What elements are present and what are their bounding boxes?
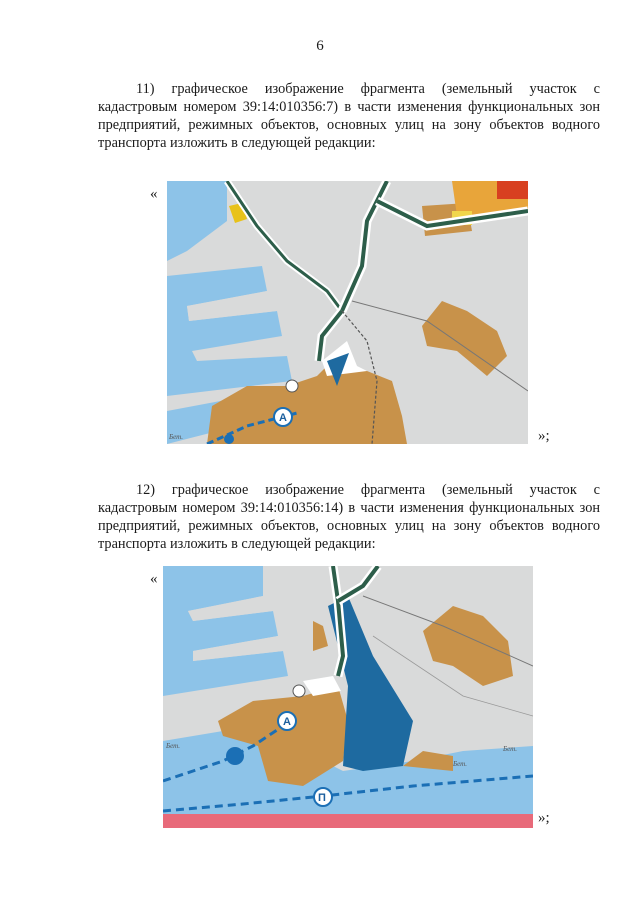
- map-label-center: Бет.: [453, 760, 468, 768]
- anchorage-marker-letter: А: [283, 716, 291, 728]
- port-marker-letter: П: [318, 792, 326, 804]
- section-11-text: 11) графическое изображение фрагмента (земельный участок с кадастровым номером 39:14:010356:7) в части изменения функциональных зон предприятий, режимных объектов, основных улиц на зону объектов водного транспорта изложить в следующей редакции:: [98, 81, 600, 151]
- page-number: 6: [316, 38, 324, 54]
- map-label-right: Бет.: [503, 745, 518, 753]
- section-12-quote-close: »;: [538, 810, 550, 826]
- section-11-quote-open: «: [150, 186, 158, 202]
- map-label-left: Бет.: [166, 742, 181, 750]
- map-label-bottom-left: Бет.: [169, 433, 184, 441]
- anchor-icon: [226, 747, 244, 765]
- bell-icon: [293, 685, 305, 697]
- bell-icon: [286, 380, 298, 392]
- anchor-icon: [224, 434, 234, 444]
- section-12-quote-open: «: [150, 571, 158, 587]
- section-12-text: 12) графическое изображение фрагмента (земельный участок с кадастровым номером 39:14:010356:14) в части изменения функциональных зон предприятий, режимных объектов, основных улиц на зону объектов водного транспорта изложить в следующей редакции:: [98, 482, 600, 552]
- section-11-quote-close: »;: [538, 428, 550, 444]
- map-fragment-11: [167, 181, 528, 444]
- anchorage-marker-letter: А: [279, 412, 287, 424]
- map-fragment-12: [163, 566, 533, 828]
